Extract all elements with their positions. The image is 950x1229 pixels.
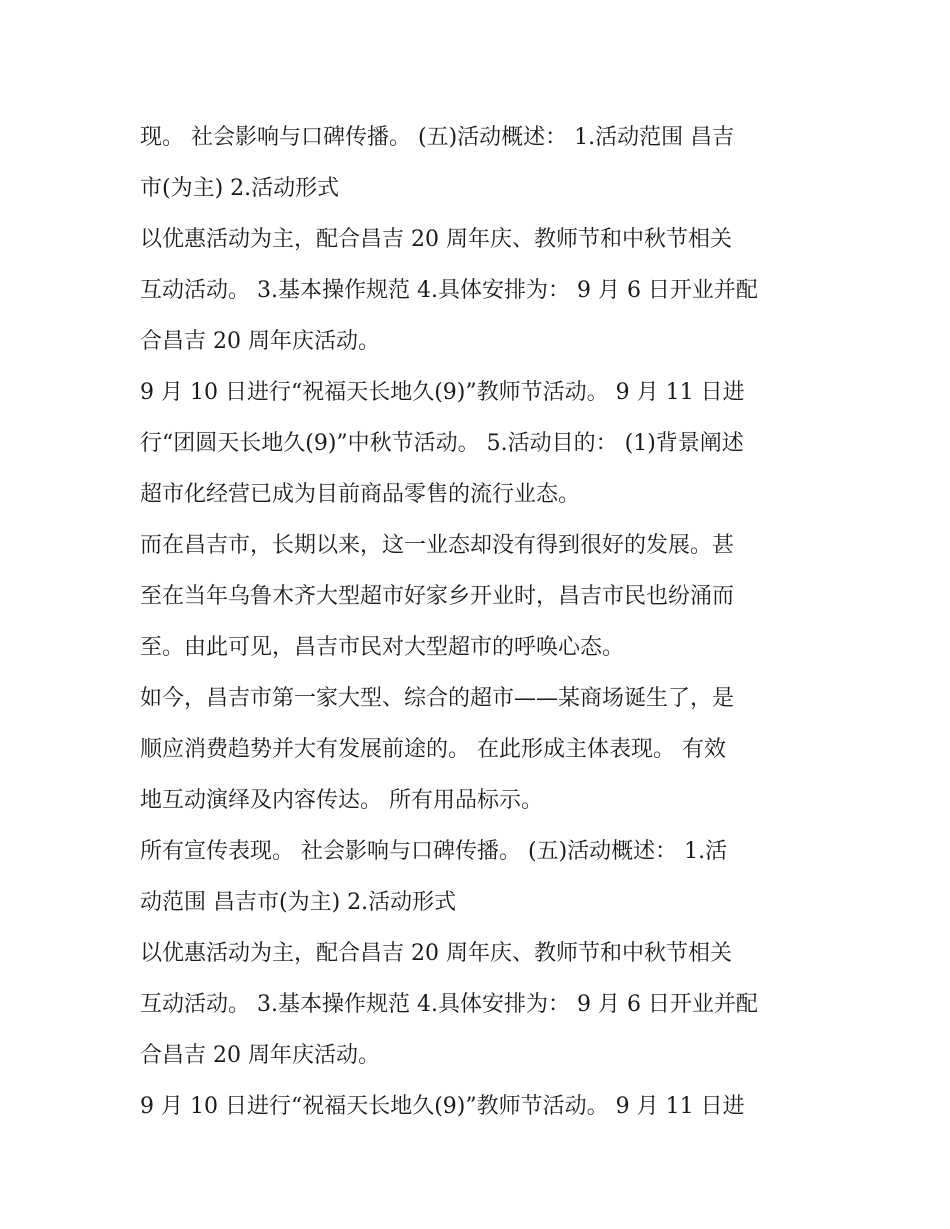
text-line: 以优惠活动为主，配合昌吉 20 周年庆、教师节和中秋节相关	[140, 227, 732, 252]
text-line: 现。 社会影响与口碑传播。 (五)活动概述： 1.活动范围 昌吉	[140, 125, 735, 150]
text-line: 动范围 昌吉市(为主) 2.活动形式	[140, 890, 457, 915]
text-line: 而在昌吉市，长期以来，这一业态却没有得到很好的发展。甚	[140, 533, 735, 558]
text-line: 合昌吉 20 周年庆活动。	[140, 329, 380, 354]
body-text	[140, 112, 820, 1132]
text-line: 互动活动。 3.基本操作规范 4.具体安排为： 9 月 6 日开业并配	[140, 278, 758, 303]
text-line: 市(为主) 2.活动形式	[140, 176, 340, 201]
text-line: 至在当年乌鲁木齐大型超市好家乡开业时，昌吉市民也纷涌而	[140, 584, 735, 609]
text-line: 如今，昌吉市第一家大型、综合的超市——某商场诞生了，是	[140, 686, 735, 711]
text-line: 超市化经营已成为目前商品零售的流行业态。	[140, 482, 581, 507]
text-line: 行“团圆天长地久(9)”中秋节活动。 5.活动目的： (1)背景阐述	[140, 431, 744, 456]
text-line: 地互动演绎及内容传达。 所有用品标示。	[140, 788, 543, 813]
text-line: 顺应消费趋势并大有发展前途的。 在此形成主体表现。 有效	[140, 737, 726, 762]
text-line: 合昌吉 20 周年庆活动。	[140, 1043, 380, 1068]
text-line: 以优惠活动为主，配合昌吉 20 周年庆、教师节和中秋节相关	[140, 941, 732, 966]
text-line: 至。由此可见，昌吉市民对大型超市的呼唤心态。	[140, 635, 625, 660]
text-line: 所有宣传表现。 社会影响与口碑传播。 (五)活动概述： 1.活	[140, 839, 728, 864]
text-line: 9 月 10 日进行“祝福天长地久(9)”教师节活动。 9 月 11 日进	[140, 1094, 745, 1119]
text-line: 互动活动。 3.基本操作规范 4.具体安排为： 9 月 6 日开业并配	[140, 992, 758, 1017]
text-line: 9 月 10 日进行“祝福天长地久(9)”教师节活动。 9 月 11 日进	[140, 380, 745, 405]
